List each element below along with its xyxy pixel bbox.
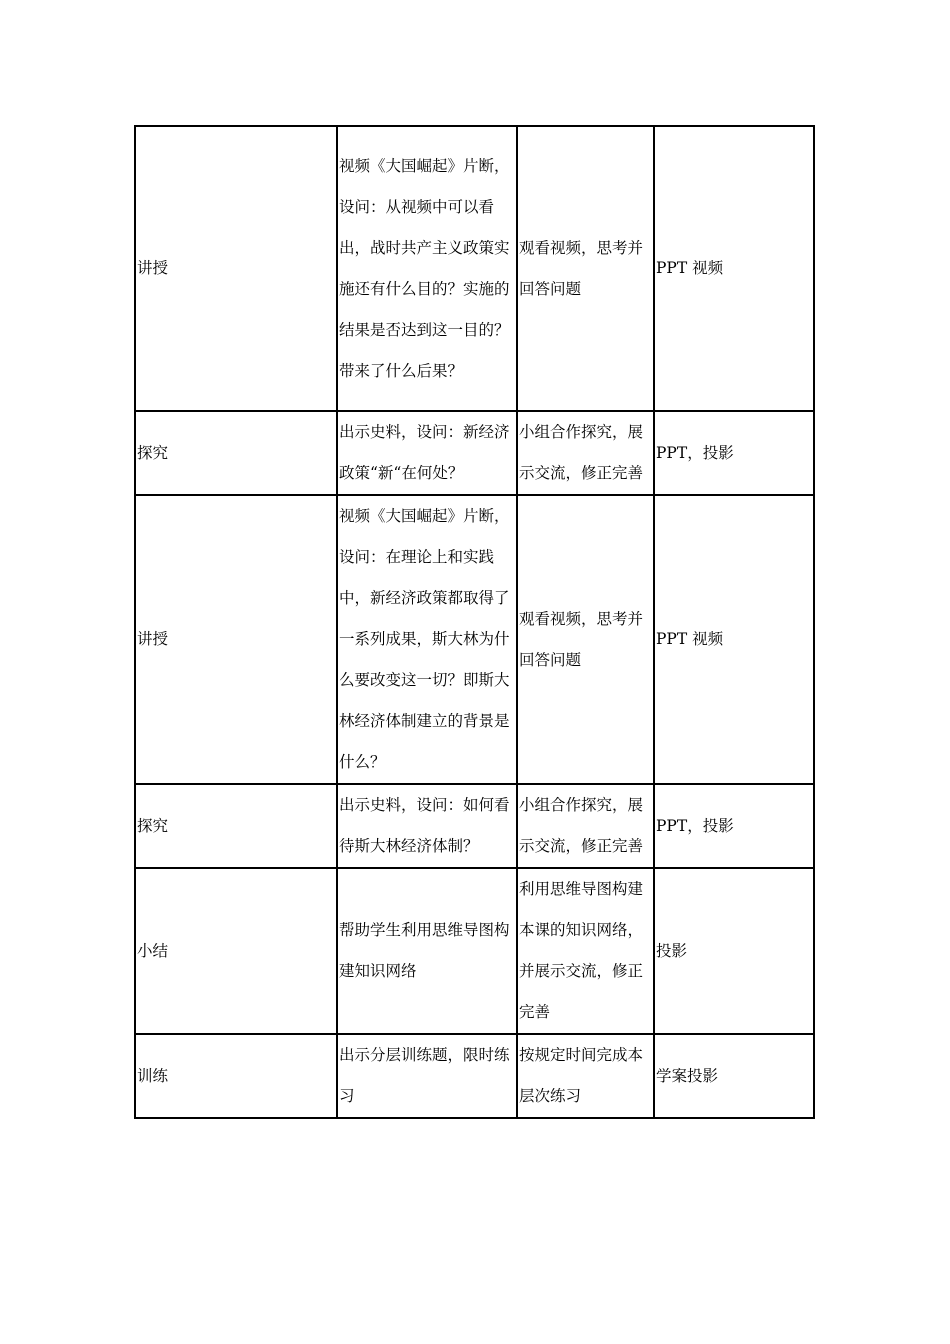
stage-cell: 探究 [135,784,337,868]
teacher-activity-cell: 出示史料，设问：如何看待斯大林经济体制？ [337,784,517,868]
table-row [135,868,814,1034]
lesson-plan-table [134,125,815,1119]
student-activity-cell: 观看视频，思考并回答问题 [517,495,654,784]
teacher-activity-cell: 视频《大国崛起》片断，设问：在理论上和实践中，新经济政策都取得了一系列成果，斯大林为什么要改变这一切？即斯大林经济体制建立的背景是什么？ [337,495,517,784]
stage-cell: 讲授 [135,495,337,784]
teacher-activity-cell: 帮助学生利用思维导图构建知识网络 [337,868,517,1034]
student-activity-cell: 利用思维导图构建本课的知识网络，并展示交流，修正完善 [517,868,654,1034]
media-cell: PPT 视频 [654,495,814,784]
media-cell: PPT，投影 [654,411,814,495]
table-row [135,411,814,495]
table-row [135,126,814,411]
teacher-activity-cell: 出示分层训练题，限时练习 [337,1034,517,1118]
stage-cell: 训练 [135,1034,337,1118]
stage-cell: 探究 [135,411,337,495]
student-activity-cell: 小组合作探究，展示交流，修正完善 [517,784,654,868]
table-row [135,784,814,868]
table-row [135,495,814,784]
student-activity-cell: 观看视频，思考并回答问题 [517,126,654,411]
teacher-activity-cell: 视频《大国崛起》片断，设问：从视频中可以看出，战时共产主义政策实施还有什么目的？实施的结果是否达到这一目的？带来了什么后果？ [337,126,517,411]
media-cell: PPT 视频 [654,126,814,411]
media-cell: PPT，投影 [654,784,814,868]
stage-cell: 讲授 [135,126,337,411]
teacher-activity-cell: 出示史料，设问：新经济政策“新“在何处？ [337,411,517,495]
media-cell: 学案投影 [654,1034,814,1118]
student-activity-cell: 小组合作探究，展示交流，修正完善 [517,411,654,495]
student-activity-cell: 按规定时间完成本层次练习 [517,1034,654,1118]
stage-cell: 小结 [135,868,337,1034]
table-row [135,1034,814,1118]
media-cell: 投影 [654,868,814,1034]
